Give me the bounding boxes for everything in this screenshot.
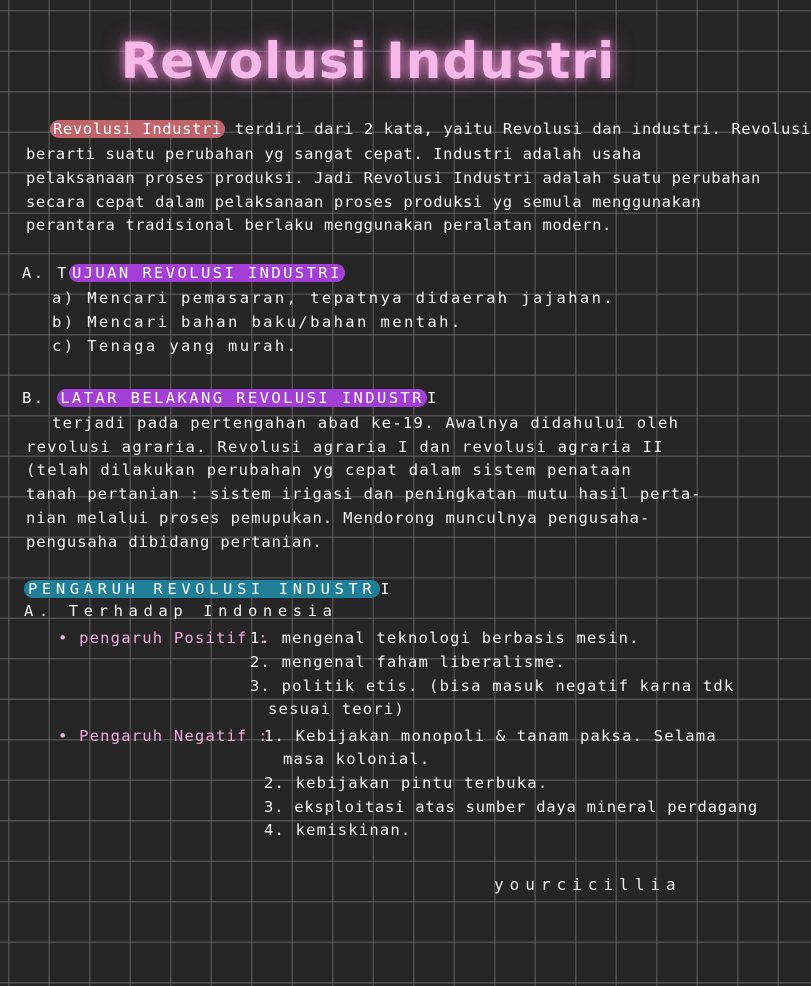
positif-item-1: 1. mengenal teknologi berbasis mesin.	[250, 629, 640, 647]
section-b-prefix: B.	[22, 389, 58, 407]
section-a-item-a: a) Mencari pemasaran, tepatnya didaerah jajahan.	[52, 289, 616, 307]
intro-line-1-text: terdiri dari 2 kata, yaitu Revolusi dan industri. Revolusi	[224, 120, 811, 138]
intro-line-4: secara cepat dalam pelaksanaan proses produksi yg semula menggunakan	[26, 193, 702, 211]
section-b-heading	[22, 387, 439, 409]
pengaruh-heading	[24, 578, 394, 600]
section-b-line-5: nian melalui proses pemupukan. Mendorong munculnya pengusaha-	[26, 509, 651, 527]
positif-label: • pengaruh Positif :	[58, 629, 269, 647]
intro-highlight: Revolusi Industri	[50, 120, 225, 138]
intro-line-3: pelaksanaan proses produksi. Jadi Revolusi Industri adalah suatu perubahan	[26, 169, 761, 187]
negatif-item-1: 1. Kebijakan monopoli & tanam paksa. Selama	[264, 727, 717, 745]
negatif-item-3: 3. eksploitasi atas sumber daya mineral perdagang	[264, 798, 759, 816]
positif-item-3: 3. politik etis. (bisa masuk negatif karna tdk	[250, 677, 735, 695]
intro-line-5: perantara tradisional berlaku menggunakan peralatan modern.	[26, 216, 612, 234]
section-b-line-4: tanah pertanian : sistem irigasi dan peningkatan mutu hasil perta-	[26, 485, 702, 503]
negatif-label: • Pengaruh Negatif :	[58, 727, 269, 745]
negatif-item-4: 4. kemiskinan.	[264, 821, 412, 839]
section-b-line-1: terjadi pada pertengahan abad ke-19. Awalnya didahului oleh	[52, 414, 680, 432]
section-b-line-6: pengusaha dibidang pertanian.	[26, 533, 323, 551]
pengaruh-subheading: A. Terhadap Indonesia	[24, 602, 338, 620]
negatif-item-1-cont: masa kolonial.	[283, 750, 431, 768]
page-title: Revolusi Industri	[120, 32, 616, 90]
section-a-highlight: UJUAN REVOLUSI INDUSTRI	[69, 264, 345, 282]
section-a-item-c: c) Tenaga yang murah.	[52, 337, 299, 355]
pengaruh-heading-suffix: I	[380, 580, 395, 598]
section-b-suffix: I	[426, 389, 439, 407]
pengaruh-highlight: PENGARUH REVOLUSI INDUSTR	[24, 580, 380, 598]
positif-item-2: 2. mengenal faham liberalisme.	[250, 653, 566, 671]
signature: yourcicillia	[494, 875, 682, 894]
section-b-line-2: revolusi agraria. Revolusi agraria I dan revolusi agraria II	[26, 438, 664, 456]
section-b-line-3: (telah dilakukan perubahan yg cepat dalam sistem penataan	[26, 461, 633, 479]
intro-line-2: berarti suatu perubahan yg sangat cepat. Industri adalah usaha	[26, 145, 642, 163]
section-a-heading	[22, 262, 345, 284]
section-a-prefix: A. T	[22, 264, 69, 282]
intro-line-1	[50, 118, 811, 140]
section-a-item-b: b) Mencari bahan baku/bahan mentah.	[52, 313, 463, 331]
section-b-highlight: LATAR BELAKANG REVOLUSI INDUSTR	[57, 389, 427, 407]
positif-item-3-cont: sesuai teori)	[268, 700, 405, 718]
negatif-item-2: 2. kebijakan pintu terbuka.	[264, 774, 549, 792]
